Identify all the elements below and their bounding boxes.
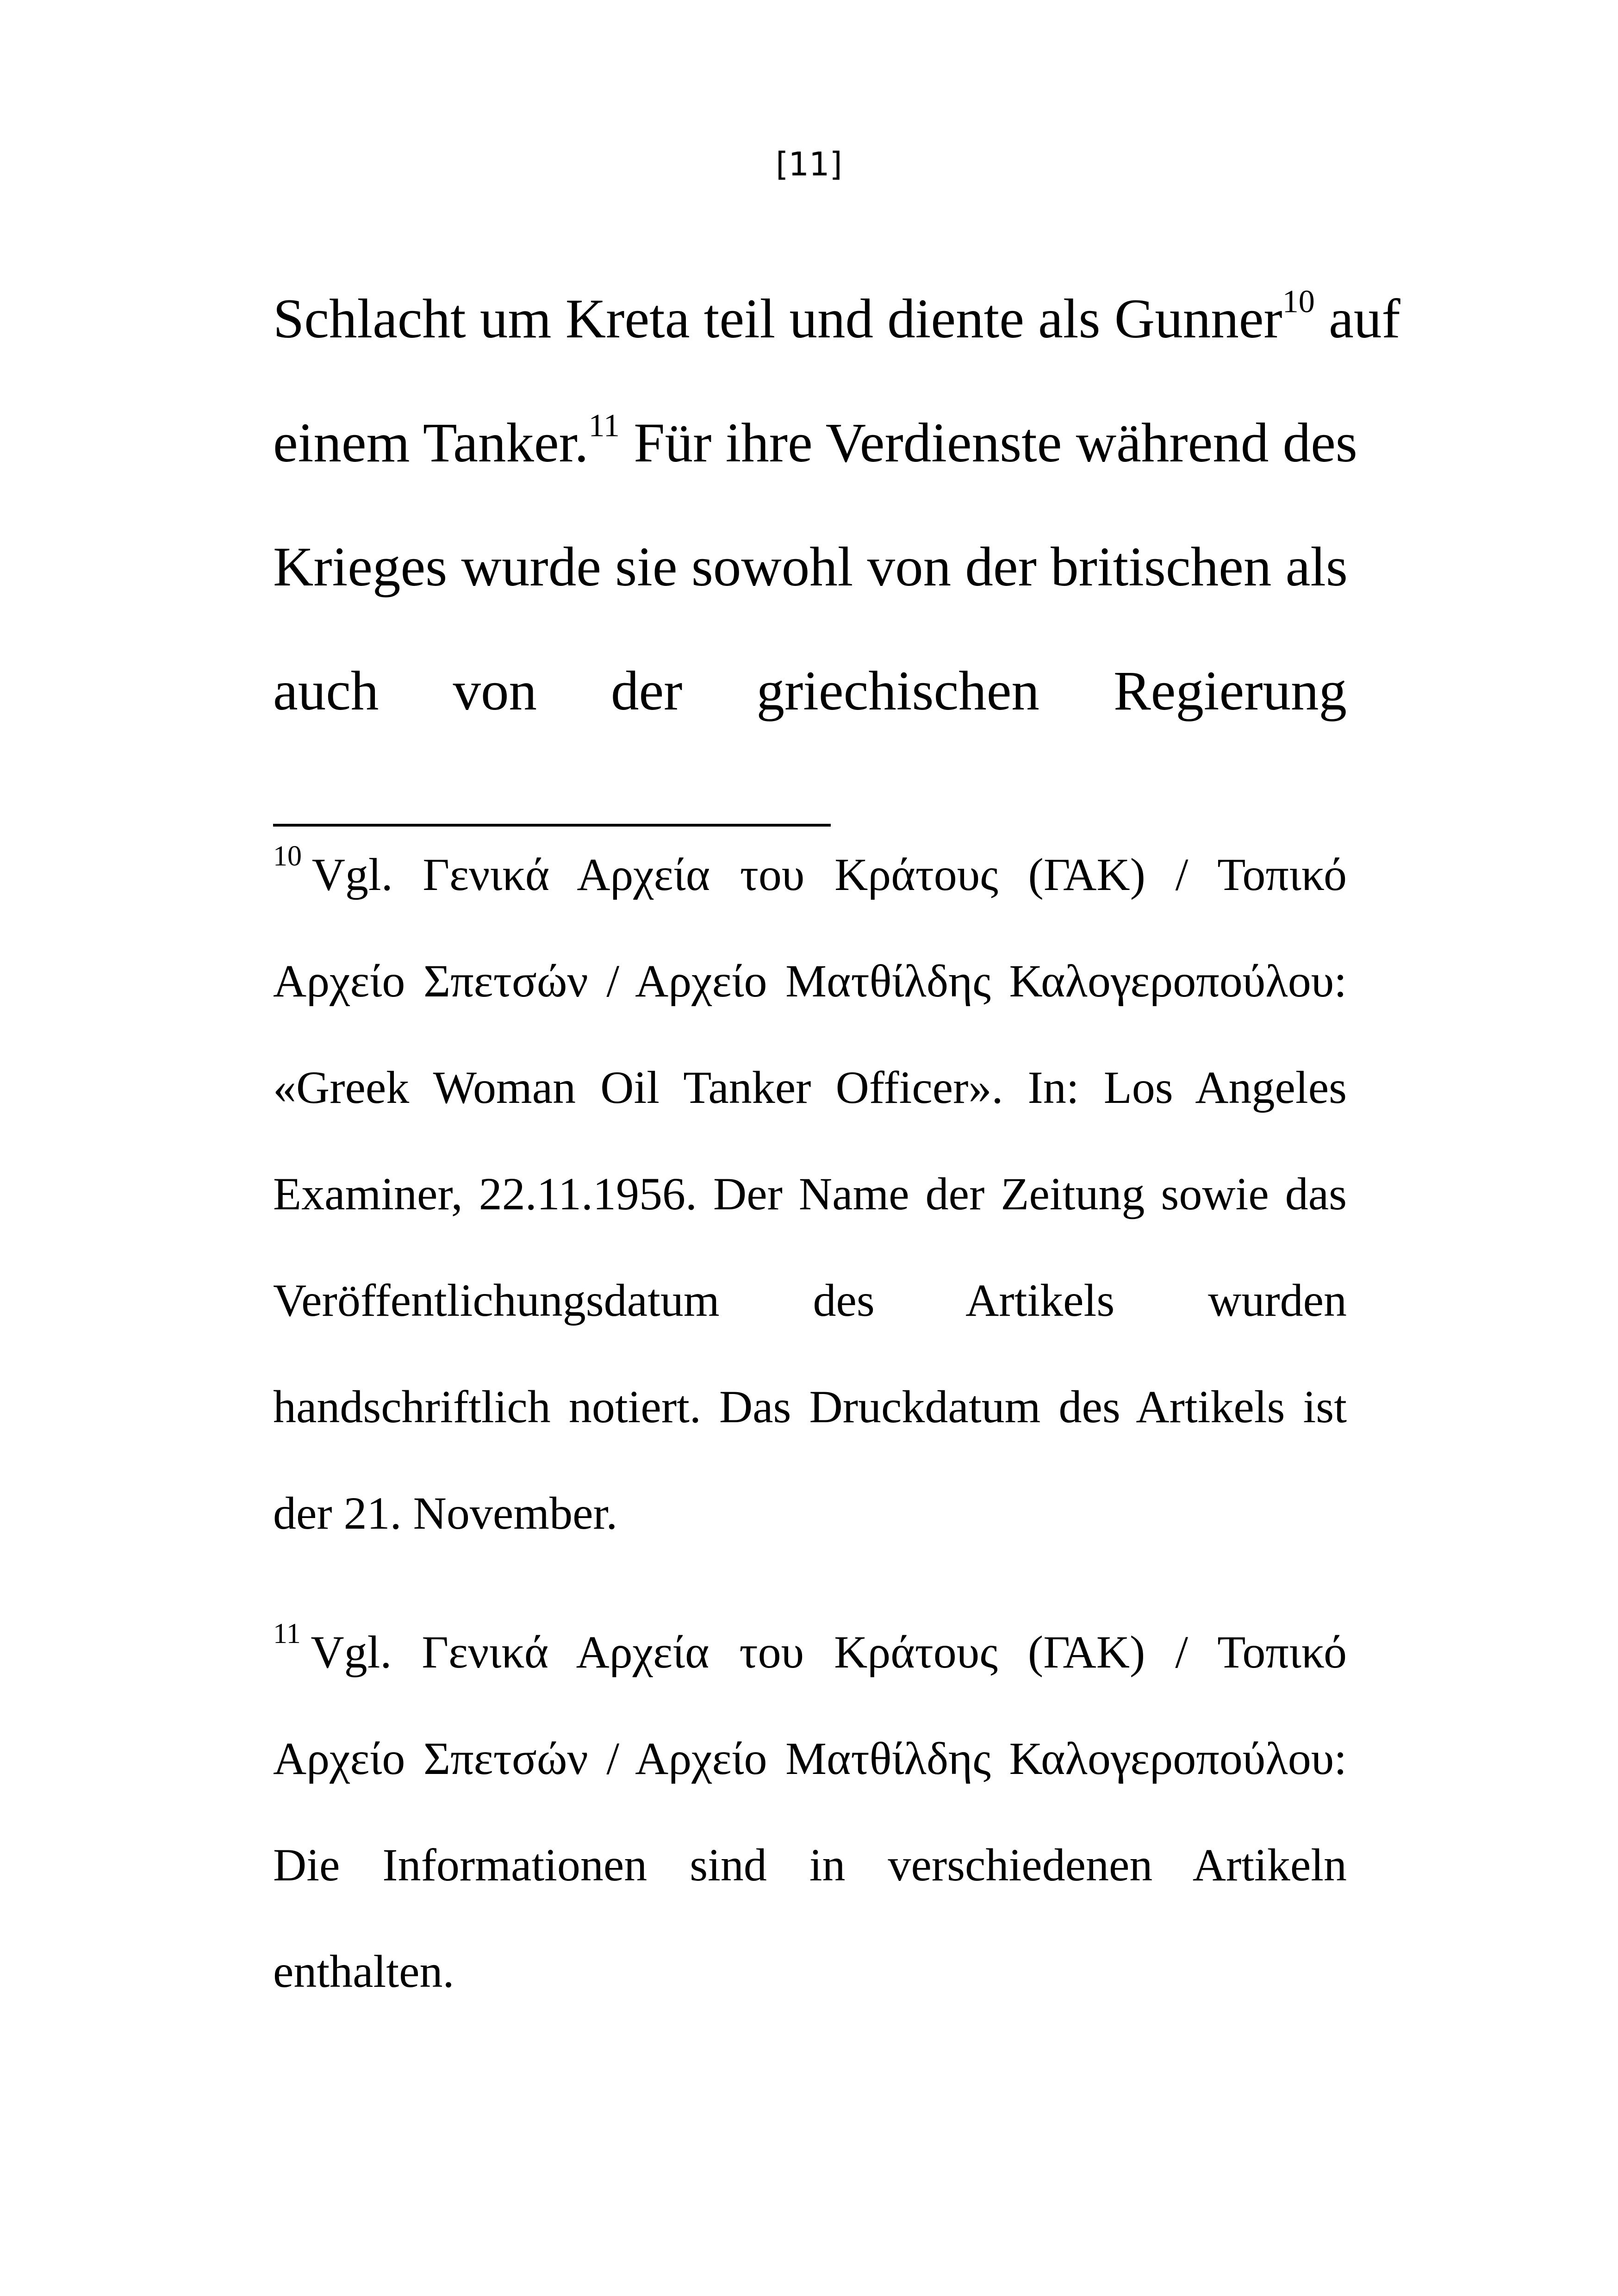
footnote-10 (273, 821, 1347, 1567)
main-text-line (273, 257, 1400, 381)
main-text-line (273, 381, 1357, 505)
footnote-line: Αρχείο Σπετσών / Αρχείο Ματθίλδης Καλογεροπούλου: (273, 955, 1347, 1007)
text-segment: Für ihre Verdienste während des (620, 412, 1357, 474)
main-text (273, 257, 1400, 753)
footnote-line (273, 821, 1347, 928)
footnote-number: 10 (273, 840, 302, 872)
footnote-line: der 21. November. (273, 1487, 618, 1539)
footnote-line: Examiner, 22.11.1956. Der Name der Zeitung sowie das (273, 1168, 1347, 1220)
text-segment: einem Tanker. (273, 412, 589, 474)
footnote-text: Vgl. Γενικά Αρχεία του Κράτους (ΓΑΚ) / Τοπικό (311, 849, 1347, 900)
footnote-line: Die Informationen sind in verschiedenen Artikeln (273, 1839, 1347, 1891)
footnote-line (273, 1599, 1347, 1705)
text-segment: auf (1314, 288, 1400, 350)
footnote-11 (273, 1599, 1347, 2025)
footnote-line: enthalten. (273, 1946, 454, 1997)
main-text-line: Krieges wurde sie sowohl von der britischen als (273, 536, 1348, 598)
footnote-line: «Greek Woman Oil Tanker Officer». In: Los Angeles (273, 1062, 1347, 1113)
main-text-line: auch von der griechischen Regierung (273, 660, 1347, 722)
footnote-number: 11 (273, 1618, 301, 1650)
footnote-text: Vgl. Γενικά Αρχεία του Κράτους (ΓΑΚ) / Τοπικό (311, 1626, 1347, 1678)
footnote-reference[interactable]: 11 (588, 407, 620, 444)
footnote-line: Veröffentlichungsdatum des Artikels wurden (273, 1275, 1347, 1326)
footnote-line: handschriftlich notiert. Das Druckdatum des Artikels ist (273, 1381, 1347, 1432)
text-segment: Schlacht um Kreta teil und diente als Gunner (273, 288, 1282, 350)
page-number: [11] (776, 145, 842, 183)
footnote-reference[interactable]: 10 (1282, 283, 1315, 320)
footnote-line: Αρχείο Σπετσών / Αρχείο Ματθίλδης Καλογεροπούλου: (273, 1733, 1347, 1784)
